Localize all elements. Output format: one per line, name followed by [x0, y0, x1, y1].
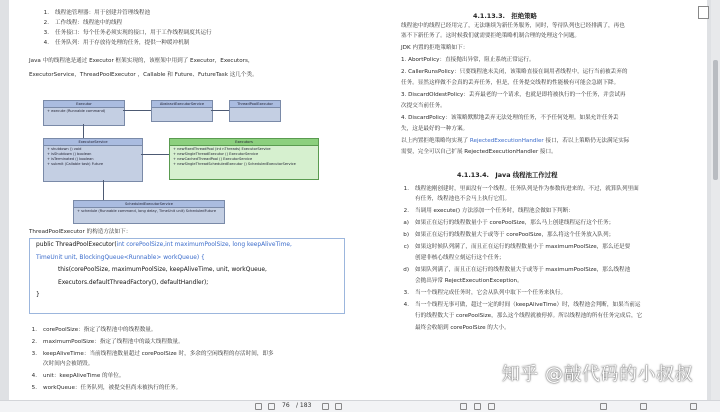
class-diagram: [43, 94, 343, 224]
uml-abstract-executor-service: [151, 100, 213, 122]
list-item: 任务。显然这样做不会真的丢弃任务，但是，任务提交线程的性能极有可能会急剧下降。: [401, 80, 620, 86]
list-item: 如果正在运行的线程数量小于 corePoolSize，那么马上创建线程运行这个任务；: [415, 220, 615, 226]
list-number: 2.: [43, 20, 49, 26]
list-item: 3. DiscardOldestPolicy：丢弃最老的一个请求，也就是即将被执行的一个任务，并尝试再: [401, 92, 626, 98]
connector: [141, 154, 169, 155]
code-line: }: [36, 292, 40, 299]
uml-method: + isShutdown () boolean: [47, 152, 92, 156]
list-item: 次提交当前任务。: [401, 103, 446, 109]
page-total: / 183: [296, 402, 312, 409]
last-page-icon[interactable]: [335, 403, 342, 410]
list-item: 创建非核心线程立刻运行这个任务；: [415, 255, 505, 261]
single-page-icon[interactable]: [474, 403, 481, 410]
uml-method: + shutdown () void: [47, 147, 82, 151]
connector: [83, 124, 84, 138]
section-heading-reject: 4.1.13.3. 拒绝策略: [473, 12, 537, 20]
constructor-caption: ThreadPoolExecutor 的构造方法如下：: [29, 229, 132, 235]
code-line: this(corePoolSize, maximumPoolSize, keepAliveTime, unit, workQueue,: [58, 267, 267, 274]
list-item: 当一个线程无事可做，超过一定的时间（keepAliveTime）时，线程池会判断，如果当前运: [415, 302, 641, 308]
uml-method: + newSingleThreadExecutor () ExecutorService: [173, 152, 259, 156]
list-item: 如果正在运行的线程数量大于或等于 corePoolSize，那么将这个任务放入队列；: [415, 232, 615, 238]
list-item: 如果这时候队列满了，而且正在运行的线程数量小于 maximumPoolSize，那么还是要: [415, 244, 631, 250]
paragraph: JDK 内置的拒绝策略如下：: [401, 45, 469, 51]
paragraph: ExecutorService，ThreadPoolExecutor ，Callable 和 Future、FutureTask 这几个类。: [29, 72, 258, 78]
list-item: 线程池刚创建时，里面没有一个线程。任务队列是作为参数传进来的。不过，就算队列里面: [415, 186, 639, 192]
paragraph: 塞不下新任务了。这时候我们就需要拒绝策略机制合理的处理这个问题。: [401, 33, 581, 39]
uml-title: Executor: [44, 101, 124, 108]
list-number: 3.: [43, 30, 49, 36]
scrollbar-thumb[interactable]: [713, 60, 718, 180]
list-item: 4. DiscardPolicy：该策略默默地丢弃无法处理的任务，不予任何处理。如果允许任务丢: [401, 115, 619, 121]
uml-title: ThreadPoolExecutor: [230, 101, 280, 108]
page-current[interactable]: 76: [282, 402, 290, 409]
list-item: 任务接口：每个任务必须实现的接口，用于工作线程调度其运行: [55, 30, 212, 36]
list-item: 任务队列：用于存放待处理的任务，提供一种缓冲机制: [55, 40, 190, 46]
uml-scheduled-executor-service: [73, 200, 225, 224]
next-page-icon[interactable]: [322, 403, 329, 410]
uml-method: + newSingleThreadScheduledExecutor () ScheduledExecutorService: [173, 162, 296, 166]
uml-executor-service: [43, 138, 143, 182]
code-line: Executors.defaultThreadFactory(), defaultHandler);: [58, 279, 209, 286]
uml-method: + execute (Runnable command): [47, 109, 106, 113]
uml-title: ScheduledExecutorService: [74, 201, 224, 208]
uml-title: ExecutorService: [44, 139, 142, 146]
list-item: maximumPoolSize：指定了线程池中的最大线程数量。: [43, 339, 184, 345]
uml-method: + schedule (Runnable command, long delay, TimeUnit unit) ScheduledFuture: [77, 209, 217, 213]
section-heading-flow: 4.1.13.4. Java 线程池工作过程: [457, 171, 558, 179]
list-item: 最终会收缩到 corePoolSize 的大小。: [415, 325, 510, 331]
paragraph: 需要，完全可以自己扩展 RejectedExecutionHandler 接口。: [401, 149, 557, 155]
connector: [123, 110, 151, 111]
double-page-icon[interactable]: [488, 403, 495, 410]
paragraph: 线程池中的线程已经用完了，无法继续为新任务服务，同时，等待队列也已经排满了，再也: [401, 23, 625, 29]
paragraph: Java 中的线程池是通过 Executor 框架实现的，该框架中用到了 Executor，Executors，: [29, 58, 254, 64]
list-item: 当一个线程完成任务时，它会从队列中取下一个任务来执行。: [415, 290, 567, 296]
zoom-out-icon[interactable]: [600, 403, 607, 410]
fit-page-icon[interactable]: [460, 403, 467, 410]
list-item: 线程池管理器：用于创建并管理线程池: [55, 10, 151, 16]
list-item: 1. AbortPolicy：直接抛出异常，阻止系统正常运行。: [401, 57, 535, 63]
uml-executors: [169, 138, 319, 180]
list-item: 如果队列满了，而且正在运行的线程数量大于或等于 maximumPoolSize，那么线程池: [415, 267, 631, 273]
list-item: 失，这是最好的一种方案。: [401, 126, 469, 132]
paragraph: 以上内置拒绝策略均实现了 RejectedExecutionHandler 接口，若以上策略仍无法满足实际: [401, 138, 630, 144]
uml-method: + isTerminated () boolean: [47, 157, 94, 161]
list-item: 行的线程数大于 corePoolSize，那么这个线程就被停掉。所以线程池的所有任务完成后，它: [415, 313, 643, 319]
first-page-icon[interactable]: [255, 403, 262, 410]
reader-toolbar: [0, 400, 720, 412]
list-item: workQueue：任务队列，被提交但尚未被执行的任务。: [43, 385, 182, 391]
connector: [103, 180, 104, 200]
list-number: 4.: [43, 40, 49, 46]
list-item: 有任务，线程池也不会马上执行它们。: [415, 196, 511, 202]
connector: [211, 110, 229, 111]
zhihu-watermark: 知乎 @敲代码的小叔叔: [501, 364, 693, 385]
prev-page-icon[interactable]: [268, 403, 275, 410]
uml-method: + submit (Callable task) Future: [47, 162, 104, 166]
code-line: public ThreadPoolExecutor(int corePoolSize,int maximumPoolSize, long keepAliveTime,: [36, 242, 292, 248]
list-item: 次时间内会被销毁。: [43, 361, 94, 367]
uml-method: + newFixedThreadPool (int nThreads) ExecutorService: [173, 147, 271, 151]
uml-method: + newCachedThreadPool () ExecutorService: [173, 157, 253, 161]
code-block: [29, 238, 345, 314]
vertical-scrollbar[interactable]: [711, 0, 720, 400]
list-item: 2. CallerRunsPolicy：只要线程池未关闭，该策略直接在调用者线程中，运行当前被丢弃的: [401, 69, 628, 75]
list-item: unit：keepAliveTime 的单位。: [43, 373, 125, 379]
handler-link[interactable]: RejectedExecutionHandler: [469, 138, 544, 144]
list-item: 当调用 execute() 方法添加一个任务时，线程池会做如下判断：: [415, 208, 574, 214]
document-icon[interactable]: [698, 6, 709, 19]
list-item: 工作线程：线程池中的线程: [55, 20, 123, 26]
zoom-in-icon[interactable]: [640, 403, 647, 410]
uml-title: Executors: [170, 139, 318, 146]
list-item: 会抛出异常 RejectExecutionException。: [415, 278, 523, 284]
uml-thread-pool-executor: [229, 100, 281, 122]
list-item: corePoolSize：指定了线程池中的线程数量。: [43, 327, 157, 333]
uml-title: AbstractExecutorService: [152, 101, 212, 108]
list-item: keepAliveTime：当前线程池数量超过 corePoolSize 时，多余的空闲线程的存活时间，即多: [43, 351, 274, 357]
document-page: 1. 线程池管理器：用于创建并管理线程池 2. 工作线程：线程池中的线程 3. 任务接口：每个任务必须实现的接口，用于工作线程调度其运行 4. 任务队列：用于存放待处理的任务，提供一种缓冲机制 Java 中的线程池是通过 Executor 框架实现的，该框架中用到了 Executor，Executors， ExecutorService，ThreadPoolExecutor ，Callable 和 Future、FutureTask 这几个类。 Executor + execute (Runnable command) ExecutorService + shutdown () void + isShutdown () boolean + isTerminated () boolean + submit (Callable task) Future AbstractExecutorService ThreadPoolExecutor Executors + newFixedThreadPool (int nThreads) ExecutorService + newSingleThreadExecutor () ExecutorService + newCachedThreadPool () ExecutorService + newSingleThreadScheduledExecutor () ScheduledExecutorService ScheduledExecutorService + schedule (Runnable command, long delay, TimeUnit unit) ScheduledFuture ThreadPoolExecutor 的构造方法如下： public ThreadPoolExecutor(int corePoolSize,int maximumPoolSize, long keepAliveTime, TimeUnit unit, BlockingQueue<Runnable> workQueue) { this(corePoolSize, maximumPoolSize, keepAliveTime, unit, workQueue, Executors.defaultThreadFactory(), defaultHandler); } 1. corePoolSize：指定了线程池中的线程数量。 2. maximumPoolSize：指定了线程池中的最大线程数量。 3. keepAliveTime：当前线程池数量超过 corePoolSize 时，多余的空闲线程的存活时间，即多 次时间内会被销毁。 4. unit：keepAliveTime 的单位。 5. workQueue：任务队列，被提交但尚未被执行的任务。 4.1.13.3. 拒绝策略 线程池中的线程已经用完了，无法继续为新任务服务，同时，等待队列也已经排满了，再也 塞不下新任务了。这时候我们就需要拒绝策略机制合理的处理这个问题。 JDK 内置的拒绝策略如下： 1. AbortPolicy：直接抛出异常，阻止系统正常运行。 2. CallerRunsPolicy：只要线程池未关闭，该策略直接在调用者线程中，运行当前被丢弃的 任务。显然这样做不会真的丢弃任务，但是，任务提交线程的性能极有可能会急剧下降。 3. DiscardOldestPolicy：丢弃最老的一个请求，也就是即将被执行的一个任务，并尝试再 次提交当前任务。 4. DiscardPolicy：该策略默默地丢弃无法处理的任务，不予任何处理。如果允许任务丢 失，这是最好的一种方案。 以上内置拒绝策略均实现了 RejectedExecutionHandler 接口，若以上策略仍无法满足实际 需要，完全可以自己扩展 RejectedExecutionHandler 接口。 4.1.13.4. Java 线程池工作过程 1. 线程池刚创建时，里面没有一个线程。任务队列是作为参数传进来的。不过，就算队列里面 有任务，线程池也不会马上执行它们。 2. 当调用 execute() 方法添加一个任务时，线程池会做如下判断： a) 如果正在运行的线程数量小于 corePoolSize，那么马上创建线程运行这个任务； b) 如果正在运行的线程数量大于或等于 corePoolSize，那么将这个任务放入队列； c) 如果这时候队列满了，而且正在运行的线程数量小于 maximumPoolSize，那么还是要 创建非核心线程立刻运行这个任务； d) 如果队列满了，而且正在运行的线程数量大于或等于 maximumPoolSize，那么线程池 会抛出异常 RejectExecutionException。 3. 当一个线程完成任务时，它会从队列中取下一个任务来执行。 4. 当一个线程无事可做，超过一定的时间（keepAliveTime）时，线程池会判断，如果当前运 行的线程数大于 corePoolSize，那么这个线程就被停掉。所以线程池的所有任务完成后，它 最终会收缩到 corePoolSize 的大小。 知乎 @敲代码的小叔叔: [9, 0, 707, 400]
list-number: 1.: [43, 10, 49, 16]
code-line: TimeUnit unit, BlockingQueue<Runnable> workQueue) {: [36, 254, 205, 261]
uml-executor: [43, 100, 125, 126]
fullscreen-icon[interactable]: [690, 403, 697, 410]
